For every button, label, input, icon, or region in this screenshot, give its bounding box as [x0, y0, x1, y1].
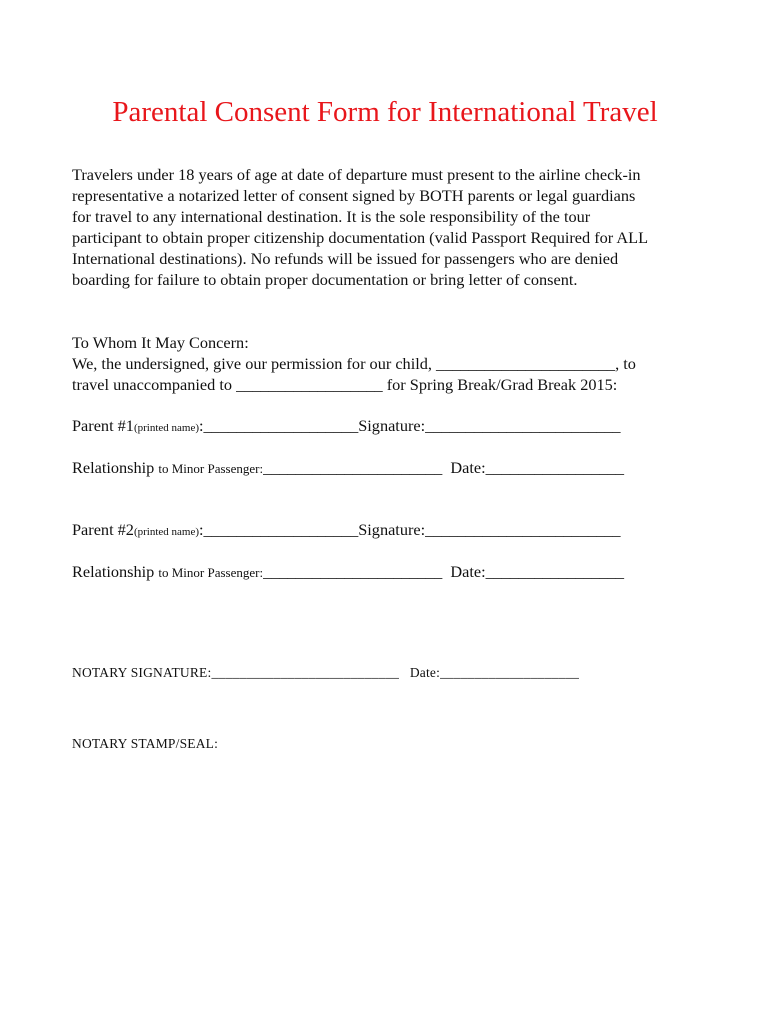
parent1-row: [72, 415, 621, 439]
intro-line: boarding for failure to obtain proper documentation or bring letter of consent.: [72, 270, 578, 289]
relationship-label: Relationship: [72, 562, 155, 581]
notary-stamp-label: NOTARY STAMP/SEAL:: [72, 736, 219, 751]
intro-line: International destinations). No refunds will be issued for passengers who are denied: [72, 249, 619, 268]
permission-line-1: [72, 353, 636, 374]
relationship2-field[interactable]: ______________________: [263, 562, 443, 581]
notary-date-field[interactable]: ____________________: [440, 665, 580, 680]
relationship2-row: [72, 561, 624, 583]
parent1-signature-field[interactable]: ________________________: [425, 416, 621, 435]
date-label: Date:: [450, 562, 486, 581]
signature-label: Signature:: [358, 416, 426, 435]
intro-line: participant to obtain proper citizenship documentation (valid Passport Required for ALL: [72, 228, 649, 247]
form-title: Parental Consent Form for International Travel: [112, 96, 658, 128]
relationship-sublabel: to Minor Passenger:: [158, 461, 264, 476]
intro-line: for travel to any international destination. It is the sole responsibility of the tour: [72, 207, 591, 226]
salutation: To Whom It May Concern:: [72, 333, 249, 352]
parent2-row: [72, 519, 621, 543]
parent2-label: Parent #2: [72, 520, 134, 539]
relationship-sublabel: to Minor Passenger:: [158, 565, 264, 580]
permission-text: for Spring Break/Grad Break 2015:: [386, 375, 618, 394]
permission-text: , to: [615, 354, 636, 373]
permission-text: travel unaccompanied to: [72, 375, 233, 394]
signature-label: Signature:: [358, 520, 426, 539]
relationship1-field[interactable]: ______________________: [263, 458, 443, 477]
notary-date-label: Date:: [409, 665, 441, 680]
date2-field[interactable]: _________________: [485, 562, 624, 581]
relationship1-row: [72, 457, 624, 479]
intro-paragraph: [72, 164, 712, 290]
permission-text: We, the undersigned, give our permission for our child,: [72, 354, 432, 373]
parent2-name-field[interactable]: :___________________: [199, 520, 359, 539]
notary-signature-row: [72, 664, 579, 682]
date-label: Date:: [450, 458, 486, 477]
parent1-name-field[interactable]: :___________________: [199, 416, 359, 435]
intro-line: Travelers under 18 years of age at date of departure must present to the airline check-in: [72, 165, 641, 184]
notary-signature-label: NOTARY SIGNATURE:: [72, 665, 212, 680]
date1-field[interactable]: _________________: [485, 458, 624, 477]
notary-signature-field[interactable]: ___________________________: [211, 665, 400, 680]
printed-name-note: (printed name): [133, 526, 200, 538]
intro-line: representative a notarized letter of consent signed by BOTH parents or legal guardians: [72, 186, 636, 205]
printed-name-note: (printed name): [133, 422, 200, 434]
child-name-field[interactable]: ______________________: [436, 354, 616, 373]
parent2-signature-field[interactable]: ________________________: [425, 520, 621, 539]
permission-line-2: [72, 374, 617, 395]
parent1-label: Parent #1: [72, 416, 134, 435]
relationship-label: Relationship: [72, 458, 155, 477]
destination-field[interactable]: __________________: [236, 375, 383, 394]
